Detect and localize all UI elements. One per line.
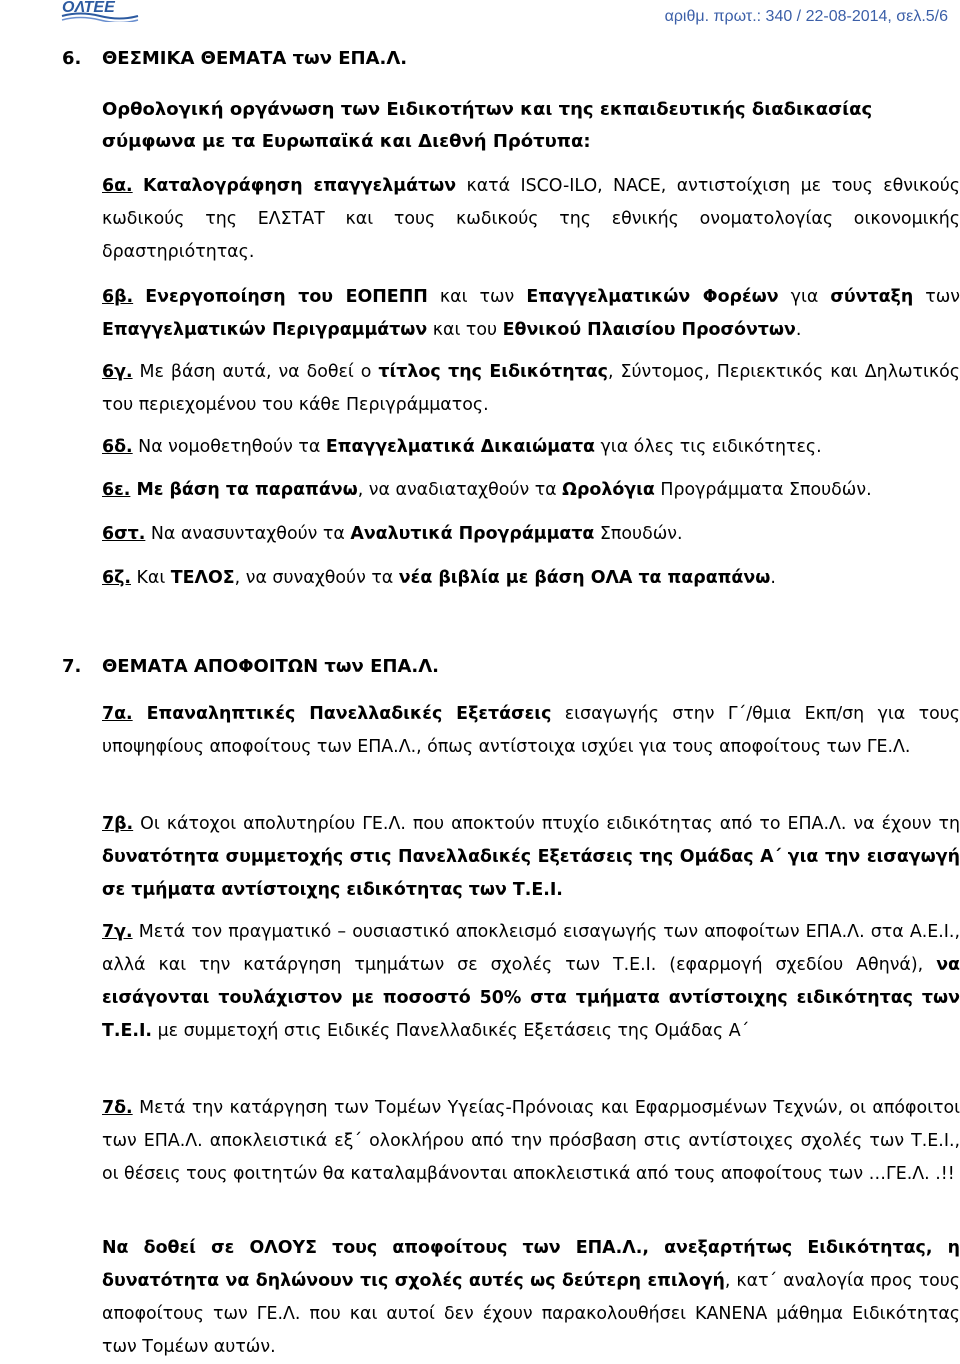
item-6a: 6α. Καταλογράφηση επαγγελμάτων κατά ISCO-ILO, NACE, αντιστοίχιση με τους εθνικούς κωδικούς της ΕΛΣΤΑΤ και τους κωδικούς της εθνικής ονοματολογίας οικονομικής δραστηριότητας. bbox=[102, 176, 960, 262]
item-7a: 7α. Επαναληπτικές Πανελλαδικές Εξετάσεις εισαγωγής στην Γ΄/θμια Εκπ/ση για τους υποψηφίους αποφοίτους των ΕΠΑ.Λ., όπως αντίστοιχα ισχύει για τους αποφοίτους των ΓΕ.Λ. bbox=[102, 704, 960, 757]
item-6c: 6γ. Με βάση αυτά, να δοθεί ο τίτλος της Ειδικότητας, Σύντομος, Περιεκτικός και Δηλωτικός του περιεχομένου του κάθε Περιγράμματος. bbox=[102, 362, 960, 415]
section-title: ΘΕΜΑΤΑ ΑΠΟΦΟΙΤΩΝ των ΕΠΑ.Λ. bbox=[102, 656, 439, 677]
section-title: ΘΕΣΜΙΚΑ ΘΕΜΑΤΑ των ΕΠΑ.Λ. bbox=[102, 48, 408, 69]
item-7c: 7γ. Μετά τον πραγματικό – ουσιαστικό αποκλεισμό εισαγωγής των αποφοίτων ΕΠΑ.Λ. στα Α.Ε.Ι., αλλά και την κατάργηση τμημάτων σε σχολές των Τ.Ε.Ι. (εφαρμογή σχεδίου Αθηνά), να εισάγονται τουλάχιστον με ποσοστό 50% στα τμήματα αντίστοιχης ειδικότητας των Τ.Ε.Ι. με συμμετοχή στις Ειδικές Πανελλαδικές Εξετάσεις της Ομάδας Α΄ bbox=[102, 922, 960, 1041]
item-6z: 6ζ. Και ΤΕΛΟΣ, να συναχθούν τα νέα βιβλία με βάση ΟΛΑ τα παραπάνω. bbox=[102, 568, 776, 588]
item-6b: 6β. Ενεργοποίηση του ΕΟΠΕΠΠ και των Επαγγελματικών Φορέων για σύνταξη των Επαγγελματικών Περιγραμμάτων και του Εθνικού Πλαισίου Προσόντων. bbox=[102, 287, 960, 340]
section-6-heading bbox=[62, 48, 407, 69]
item-7b: 7β. Οι κάτοχοι απολυτηρίου ΓΕ.Λ. που αποκτούν πτυχίο ειδικότητας από το ΕΠΑ.Λ. να έχουν τη δυνατότητα συμμετοχής στις Πανελλαδικές Εξετάσεις της Ομάδας Α΄ για την εισαγωγή σε τμήματα αντίστοιχης ειδικότητας των Τ.Ε.Ι. bbox=[102, 814, 960, 900]
svg-text:ΟΛΤΕΕ: ΟΛΤΕΕ bbox=[62, 0, 115, 16]
section-number: 6. bbox=[62, 48, 82, 69]
item-6e: 6ε. Με βάση τα παραπάνω, να αναδιαταχθούν τα Ωρολόγια Προγράμματα Σπουδών. bbox=[102, 480, 872, 500]
section-number: 7. bbox=[62, 656, 82, 677]
section-7-heading bbox=[62, 656, 439, 677]
protocol-reference: αριθμ. πρωτ.: 340 / 22-08-2014, σελ.5/6 bbox=[664, 8, 948, 25]
oltee-logo bbox=[60, 0, 140, 26]
item-6d: 6δ. Να νομοθετηθούν τα Επαγγελματικά Δικαιώματα για όλες τις ειδικότητες. bbox=[102, 437, 822, 457]
item-6st: 6στ. Να ανασυνταχθούν τα Αναλυτικά Προγράμματα Σπουδών. bbox=[102, 524, 683, 544]
section-6-intro: Ορθολογική οργάνωση των Ειδικοτήτων και της εκπαιδευτικής διαδικασίας σύμφωνα με τα Ευρωπαϊκά και Διεθνή Πρότυπα: bbox=[102, 99, 873, 152]
final-paragraph: Να δοθεί σε ΟΛΟΥΣ τους αποφοίτους των ΕΠΑ.Λ., ανεξαρτήτως Ειδικότητας, η δυνατότητα να δηλώνουν τις σχολές αυτές ως δεύτερη επιλογή, κατ΄ αναλογία προς τους αποφοίτους των ΓΕ.Λ. που και αυτοί δεν έχουν παρακολουθήσει ΚΑΝΕΝΑ μάθημα Ειδικότητας των Τομέων αυτών. bbox=[102, 1238, 960, 1357]
item-7d: 7δ. Μετά την κατάργηση των Τομέων Υγείας-Πρόνοιας και Εφαρμοσμένων Τεχνών, οι απόφοιτοι των ΕΠΑ.Λ. αποκλειστικά εξ΄ ολοκλήρου από την πρόσβαση στις αντίστοιχες σχολές των Τ.Ε.Ι., οι θέσεις τους φοιτητών θα καταλαμβάνονται αποκλειστικά από τους αποφοίτους των …ΓΕ.Λ. .!! bbox=[102, 1098, 960, 1184]
